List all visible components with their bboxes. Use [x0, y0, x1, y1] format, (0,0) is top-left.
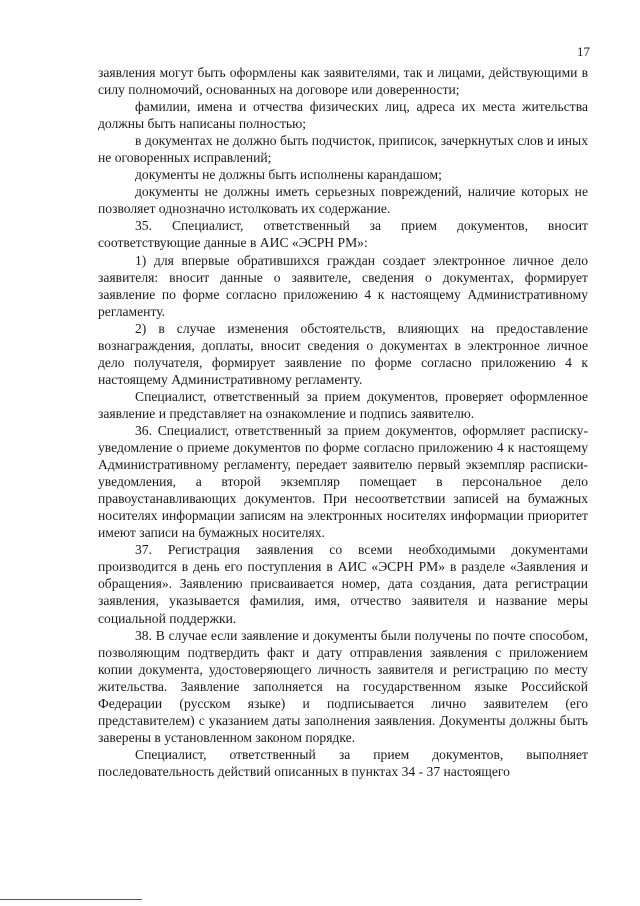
document-body: [98, 64, 588, 780]
paragraph: 36. Специалист, ответственный за прием документов, оформляет расписку-уведомление о приеме документов по форме согласно приложению 4 к настоящему Административному регламенту, передает заявителю первый экземпляр расписки-уведомления, а второй экземпляр помещает в персональное дело правоустанавливающих документов. При несоответствии записей на бумажных носителях информации записям на электронных носителях информации приоритет имеют записи на бумажных носителях.: [98, 422, 588, 541]
paragraph: Специалист, ответственный за прием документов, проверяет оформленное заявление и представляет на ознакомление и подпись заявителю.: [98, 388, 588, 421]
paragraph: фамилии, имена и отчества физических лиц, адреса их места жительства должны быть написаны полностью;: [98, 99, 588, 132]
paragraph: документы не должны иметь серьезных повреждений, наличие которых не позволяет однозначно истолковать их содержание.: [98, 184, 588, 217]
paragraph: Специалист, ответственный за прием документов, выполняет последовательность действий описанных в пунктах 34 - 37 настоящего: [98, 746, 588, 779]
paragraph: заявления могут быть оформлены как заявителями, так и лицами, действующими в силу полномочий, основанных на договоре или доверенности;: [98, 65, 588, 98]
paragraph: 2) в случае изменения обстоятельств, влияющих на предоставление вознаграждения, доплаты, вносит сведения о документах в электронное личное дело получателя, формирует заявление по форме согласно приложению 4 к настоящему Административному регламенту.: [98, 320, 588, 387]
paragraph: документы не должны быть исполнены карандашом;: [135, 167, 442, 183]
paragraph: 37. Регистрация заявления со всеми необходимыми документами производится в день его поступления в АИС «ЭСРН РМ» в разделе «Заявления и обращения». Заявлению присваивается номер, дата создания, дата регистрации заявления, указывается фамилия, имя, отчество заявителя и название меры социальной поддержки.: [98, 542, 588, 626]
paragraph: 1) для впервые обратившихся граждан создает электронное личное дело заявителя: вносит данные о заявителе, сведения о документах, формирует заявление по форме согласно приложению 4 к настоящему Административному регламенту.: [98, 252, 588, 319]
page-number: 17: [577, 44, 590, 59]
paragraph: 35. Специалист, ответственный за прием документов, вносит соответствующие данные в АИС «ЭСРН РМ»:: [98, 218, 588, 251]
paragraph: 38. В случае если заявление и документы были получены по почте способом, позволяющим подтвердить факт и дату отправления заявления с приложением копии документа, удостоверяющего личность заявителя и регистрацию по месту жительства. Заявление заполняется на государственном языке Российской Федерации (русском языке) и подписывается лично заявителем (его представителем) с указанием даты заполнения заявления. Документы должны быть заверены в установленном законом порядке.: [98, 627, 588, 745]
paragraph: в документах не должно быть подчисток, приписок, зачеркнутых слов и иных не оговоренных исправлений;: [98, 133, 588, 166]
footnote-divider: [0, 899, 142, 900]
